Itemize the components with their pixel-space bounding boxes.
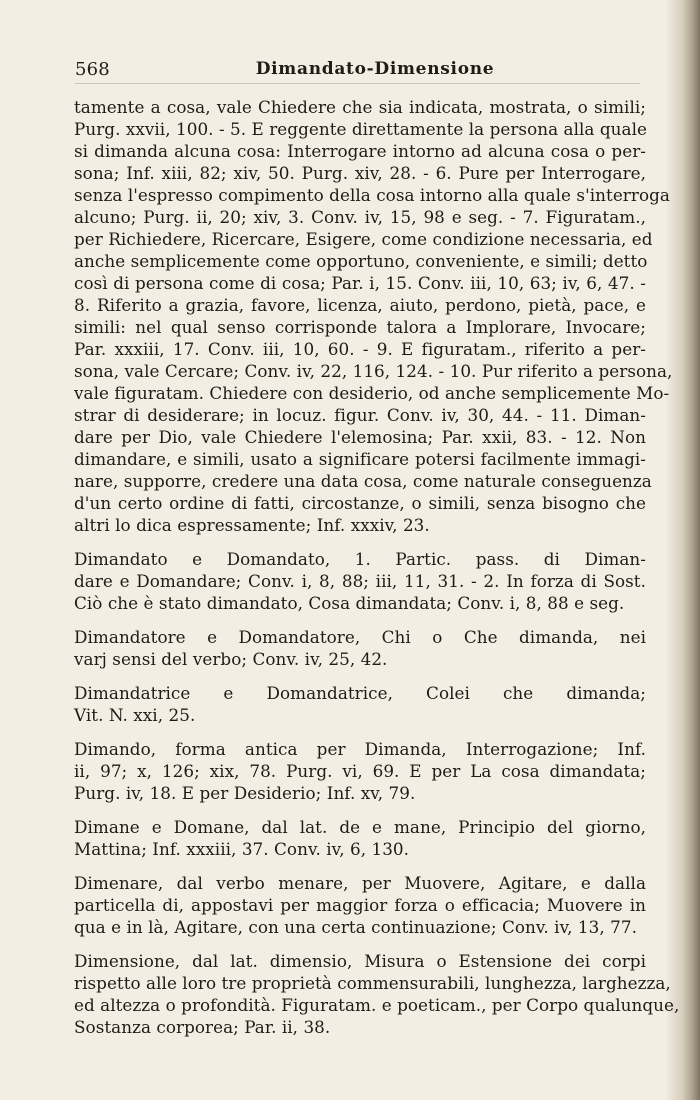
entry-dimensione-line: Sostanza corporea; Par. ii, 38. <box>74 1017 331 1037</box>
text-line: Purg. xxvii, 100. - 5. E reggente direttamente la persona alla quale <box>74 119 647 139</box>
entry-dimenare-line: Dimenare, dal verbo menare, per Muovere, Agitare, e dalla <box>74 873 646 893</box>
text-line: così di persona come di cosa; Par. i, 15. Conv. iii, 10, 63; iv, 6, 47. - <box>74 273 646 293</box>
entry-dimandatore-line: varj sensi del verbo; Conv. iv, 25, 42. <box>74 649 388 669</box>
text-column <box>74 96 680 1051</box>
text-line: Par. xxxiii, 17. Conv. iii, 10, 60. - 9. E figuratam., riferito a per- <box>74 339 646 359</box>
text-line: anche semplicemente come opportuno, conveniente, e simili; detto <box>74 251 648 271</box>
text-line: si dimanda alcuna cosa: Interrogare intorno ad alcuna cosa o per- <box>74 141 646 161</box>
page-number: 568 <box>75 59 110 80</box>
text-line: strar di desiderare; in locuz. figur. Conv. iv, 30, 44. - 11. Diman- <box>74 405 646 425</box>
text-line: altri lo dica espressamente; Inf. xxxiv, 23. <box>74 515 430 535</box>
entry-dimando-line: Dimando, forma antica per Dimanda, Interrogazione; Inf. <box>74 739 646 759</box>
entry-dimandato-line: dare e Domandare; Conv. i, 8, 88; iii, 11, 31. - 2. In forza di Sost. <box>74 571 646 591</box>
entry-dimensione-line: Dimensione, dal lat. dimensio, Misura o Estensione dei corpi <box>74 951 646 971</box>
text-line: sona; Inf. xiii, 82; xiv, 50. Purg. xiv, 28. - 6. Pure per Interrogare, <box>74 163 646 183</box>
entry-dimandatore-line: Dimandatore e Domandatore, Chi o Che dimanda, nei <box>74 627 646 647</box>
text-line: per Richiedere, Ricercare, Esigere, come condizione necessaria, ed <box>74 229 653 249</box>
running-head: Dimandato-Dimensione <box>255 59 495 79</box>
entry-dimando-line: Purg. iv, 18. E per Desiderio; Inf. xv, 79. <box>74 783 416 803</box>
text-line: simili: nel qual senso corrisponde talora a Implorare, Invocare; <box>74 317 646 337</box>
entry-dimandato-line: Dimandato e Domandato, 1. Partic. pass. di Diman- <box>74 549 646 569</box>
text-line: sona, vale Cercare; Conv. iv, 22, 116, 124. - 10. Pur riferito a persona, <box>74 361 673 381</box>
text-line: tamente a cosa, vale Chiedere che sia indicata, mostrata, o simili; <box>74 97 646 117</box>
entry-dimandato-line: Ciò che è stato dimandato, Cosa dimandata; Conv. i, 8, 88 e seg. <box>74 593 625 613</box>
entry-dimensione-line: rispetto alle loro tre proprietà commensurabili, lunghezza, larghezza, <box>74 973 671 993</box>
text-line: d'un certo ordine di fatti, circostanze, o simili, senza bisogno che <box>74 493 646 513</box>
text-line: alcuno; Purg. ii, 20; xiv, 3. Conv. iv, 15, 98 e seg. - 7. Figuratam., <box>74 207 646 227</box>
entry-dimando-line: ii, 97; x, 126; xix, 78. Purg. vi, 69. E per La cosa dimandata; <box>74 761 646 781</box>
header-rule <box>75 83 640 84</box>
text-line: dimandare, e simili, usato a significare potersi facilmente immagi- <box>74 449 646 469</box>
text-line: dare per Dio, vale Chiedere l'elemosina; Par. xxii, 83. - 12. Non <box>74 427 646 447</box>
text-line: nare, supporre, credere una data cosa, come naturale conseguenza <box>74 471 652 491</box>
entry-dimandatrice-line: Vit. N. xxi, 25. <box>74 705 196 725</box>
entry-dimenare-line: qua e in là, Agitare, con una certa continuazione; Conv. iv, 13, 77. <box>74 917 637 937</box>
page-header <box>75 59 640 83</box>
entry-dimensione-line: ed altezza o profondità. Figuratam. e poeticam., per Corpo qualunque, <box>74 995 680 1015</box>
text-line: senza l'espresso compimento della cosa intorno alla quale s'interroga <box>74 185 670 205</box>
entry-dimandatrice-line: Dimandatrice e Domandatrice, Colei che dimanda; <box>74 683 646 703</box>
entry-dimenare-line: particella di, appostavi per maggior forza o efficacia; Muovere in <box>74 895 646 915</box>
entry-dimane-line: Mattina; Inf. xxxiii, 37. Conv. iv, 6, 130. <box>74 839 410 859</box>
entry-dimane-line: Dimane e Domane, dal lat. de e mane, Principio del giorno, <box>74 817 646 837</box>
text-line: vale figuratam. Chiedere con desiderio, od anche semplicemente Mo- <box>74 383 670 403</box>
text-line: 8. Riferito a grazia, favore, licenza, aiuto, perdono, pietà, pace, e <box>74 295 646 315</box>
